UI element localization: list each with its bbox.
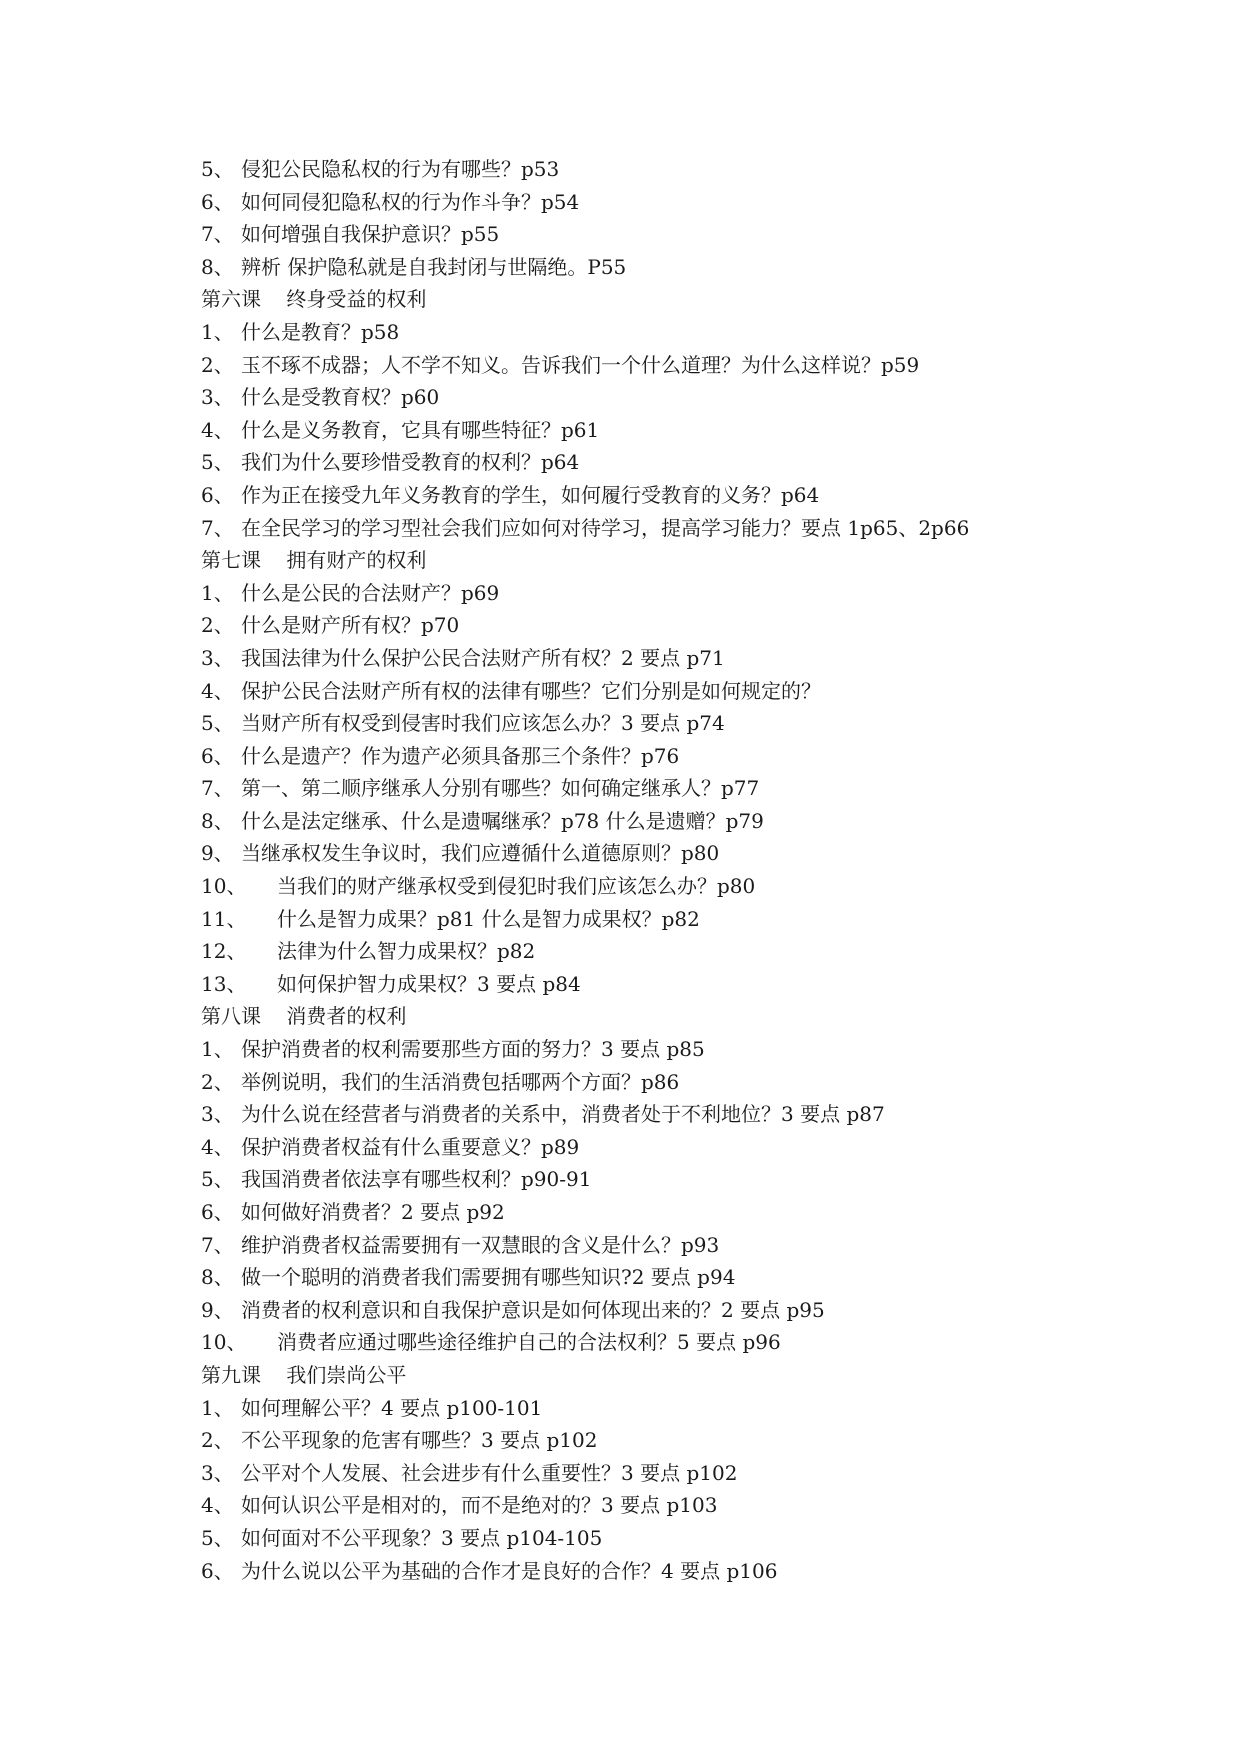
question-number: 9、	[201, 1297, 234, 1322]
question-number: 2、	[201, 1428, 234, 1453]
question-item	[201, 903, 1201, 936]
question-text: 什么是财产所有权？p70	[241, 613, 460, 638]
lesson-heading: 第九课 我们崇尚公平	[201, 1362, 407, 1387]
question-item	[201, 870, 1201, 903]
question-item	[201, 414, 1201, 447]
question-item	[201, 1196, 1201, 1229]
question-item	[201, 675, 1201, 708]
question-number: 6、	[201, 1558, 234, 1583]
question-item	[201, 935, 1201, 968]
question-number: 10、	[201, 1330, 247, 1355]
question-item	[201, 251, 1201, 284]
question-item	[201, 577, 1201, 610]
question-number: 4、	[201, 417, 234, 442]
question-number: 2、	[201, 1069, 234, 1094]
question-text: 当继承权发生争议时，我们应遵循什么道德原则？p80	[241, 841, 720, 866]
question-item	[201, 1392, 1201, 1425]
question-text: 什么是教育？p58	[241, 319, 400, 344]
question-item	[201, 1489, 1201, 1522]
question-item	[201, 1522, 1201, 1555]
question-number: 7、	[201, 515, 234, 540]
question-text: 做一个聪明的消费者我们需要拥有哪些知识?2 要点 p94	[241, 1265, 736, 1290]
question-number: 7、	[201, 1232, 234, 1257]
question-number: 3、	[201, 385, 234, 410]
question-item	[201, 772, 1201, 805]
question-number: 4、	[201, 1134, 234, 1159]
question-text: 我国法律为什么保护公民合法财产所有权？2 要点 p71	[241, 645, 725, 670]
lesson-heading: 第七课 拥有财产的权利	[201, 548, 427, 573]
question-item	[201, 609, 1201, 642]
question-item	[201, 381, 1201, 414]
question-item	[201, 512, 1201, 545]
question-number: 10、	[201, 874, 247, 899]
question-number: 5、	[201, 157, 234, 181]
question-text: 为什么说以公平为基础的合作才是良好的合作？4 要点 p106	[241, 1558, 778, 1583]
question-item	[201, 186, 1201, 219]
question-item	[201, 479, 1201, 512]
question-text: 如何做好消费者？2 要点 p92	[241, 1200, 505, 1224]
question-item	[201, 1033, 1201, 1066]
question-text: 我们为什么要珍惜受教育的权利？p64	[241, 450, 580, 475]
question-item	[201, 1131, 1201, 1164]
question-number: 2、	[201, 613, 234, 638]
question-item	[201, 1066, 1201, 1099]
question-item	[201, 1098, 1201, 1131]
question-text: 玉不琢不成器；人不学不知义。告诉我们一个什么道理？为什么这样说？p59	[241, 352, 920, 377]
question-text: 如何认识公平是相对的，而不是绝对的？3 要点 p103	[241, 1493, 718, 1518]
question-text: 什么是公民的合法财产？p69	[241, 580, 500, 605]
question-number: 7、	[201, 222, 234, 247]
question-item	[201, 1457, 1201, 1490]
question-item	[201, 1163, 1201, 1196]
question-number: 5、	[201, 711, 234, 736]
question-text: 辨析 保护隐私就是自我封闭与世隔绝。P55	[241, 254, 627, 279]
question-text: 什么是受教育权？p60	[241, 385, 440, 410]
question-item	[201, 153, 1201, 186]
question-number: 6、	[201, 482, 234, 507]
question-number: 5、	[201, 1525, 234, 1550]
question-text: 如何保护智力成果权？3 要点 p84	[277, 971, 581, 996]
question-text: 什么是义务教育，它具有哪些特征？p61	[241, 417, 600, 442]
question-item	[201, 740, 1201, 773]
question-number: 8、	[201, 808, 234, 833]
question-item	[201, 707, 1201, 740]
question-text: 保护消费者权益有什么重要意义？p89	[241, 1134, 580, 1159]
question-number: 6、	[201, 189, 234, 214]
question-number: 3、	[201, 645, 234, 670]
question-item	[201, 218, 1201, 251]
question-text: 保护公民合法财产所有权的法律有哪些？它们分别是如何规定的？	[241, 678, 821, 703]
question-text: 法律为什么智力成果权？p82	[277, 939, 536, 964]
question-item	[201, 1555, 1201, 1588]
question-text: 当我们的财产继承权受到侵犯时我们应该怎么办？p80	[277, 874, 756, 899]
lesson-heading: 第八课 消费者的权利	[201, 1004, 407, 1029]
question-text: 什么是遗产？作为遗产必须具备那三个条件？p76	[241, 743, 680, 768]
question-text: 如何面对不公平现象？3 要点 p104-105	[241, 1525, 603, 1550]
question-text: 公平对个人发展、社会进步有什么重要性？3 要点 p102	[241, 1460, 738, 1485]
question-number: 6、	[201, 743, 234, 768]
question-number: 8、	[201, 1265, 234, 1290]
question-text: 消费者应通过哪些途径维护自己的合法权利？5 要点 p96	[277, 1330, 781, 1355]
question-item	[201, 805, 1201, 838]
question-item	[201, 316, 1201, 349]
question-number: 3、	[201, 1102, 234, 1127]
question-item	[201, 446, 1201, 479]
question-number: 1、	[201, 1037, 234, 1062]
question-text: 作为正在接受九年义务教育的学生，如何履行受教育的义务？p64	[241, 482, 820, 507]
question-text: 我国消费者依法享有哪些权利？p90-91	[241, 1167, 592, 1192]
question-number: 5、	[201, 450, 234, 475]
question-item	[201, 642, 1201, 675]
question-number: 3、	[201, 1460, 234, 1485]
question-item	[201, 1326, 1201, 1359]
question-item	[201, 1424, 1201, 1457]
question-item	[201, 349, 1201, 382]
question-number: 4、	[201, 678, 234, 703]
question-text: 保护消费者的权利需要那些方面的努力？3 要点 p85	[241, 1037, 705, 1062]
question-number: 5、	[201, 1167, 234, 1192]
question-item	[201, 968, 1201, 1001]
question-text: 维护消费者权益需要拥有一双慧眼的含义是什么？p93	[241, 1232, 720, 1257]
question-item	[201, 1229, 1201, 1262]
question-text: 如何同侵犯隐私权的行为作斗争？p54	[241, 189, 580, 214]
question-text: 侵犯公民隐私权的行为有哪些？p53	[241, 157, 560, 181]
question-number: 1、	[201, 580, 234, 605]
question-text: 举例说明，我们的生活消费包括哪两个方面？p86	[241, 1069, 680, 1094]
question-text: 如何增强自我保护意识？p55	[241, 222, 500, 247]
question-text: 为什么说在经营者与消费者的关系中，消费者处于不利地位？3 要点 p87	[241, 1102, 885, 1127]
question-number: 7、	[201, 776, 234, 801]
question-text: 如何理解公平？4 要点 p100-101	[241, 1395, 543, 1420]
question-text: 什么是法定继承、什么是遗嘱继承？p78 什么是遗赠？p79	[241, 808, 764, 833]
question-number: 6、	[201, 1200, 234, 1224]
question-number: 9、	[201, 841, 234, 866]
question-text: 什么是智力成果？p81 什么是智力成果权？p82	[277, 906, 700, 931]
question-item	[201, 1294, 1201, 1327]
question-number: 1、	[201, 1395, 234, 1420]
lesson-heading: 第六课 终身受益的权利	[201, 287, 427, 312]
question-text: 消费者的权利意识和自我保护意识是如何体现出来的？2 要点 p95	[241, 1297, 825, 1322]
question-text: 在全民学习的学习型社会我们应如何对待学习，提高学习能力？要点 1p65、2p66	[241, 515, 970, 540]
question-number: 4、	[201, 1493, 234, 1518]
question-text: 不公平现象的危害有哪些？3 要点 p102	[241, 1428, 598, 1453]
question-number: 1、	[201, 319, 234, 344]
question-number: 12、	[201, 939, 247, 964]
question-text: 当财产所有权受到侵害时我们应该怎么办？3 要点 p74	[241, 711, 725, 736]
question-item	[201, 837, 1201, 870]
question-number: 11、	[201, 906, 247, 931]
question-number: 2、	[201, 352, 234, 377]
question-text: 第一、第二顺序继承人分别有哪些？如何确定继承人？p77	[241, 776, 760, 801]
question-item	[201, 1261, 1201, 1294]
question-number: 8、	[201, 254, 234, 279]
question-number: 13、	[201, 971, 247, 996]
question-list	[201, 153, 1201, 1587]
